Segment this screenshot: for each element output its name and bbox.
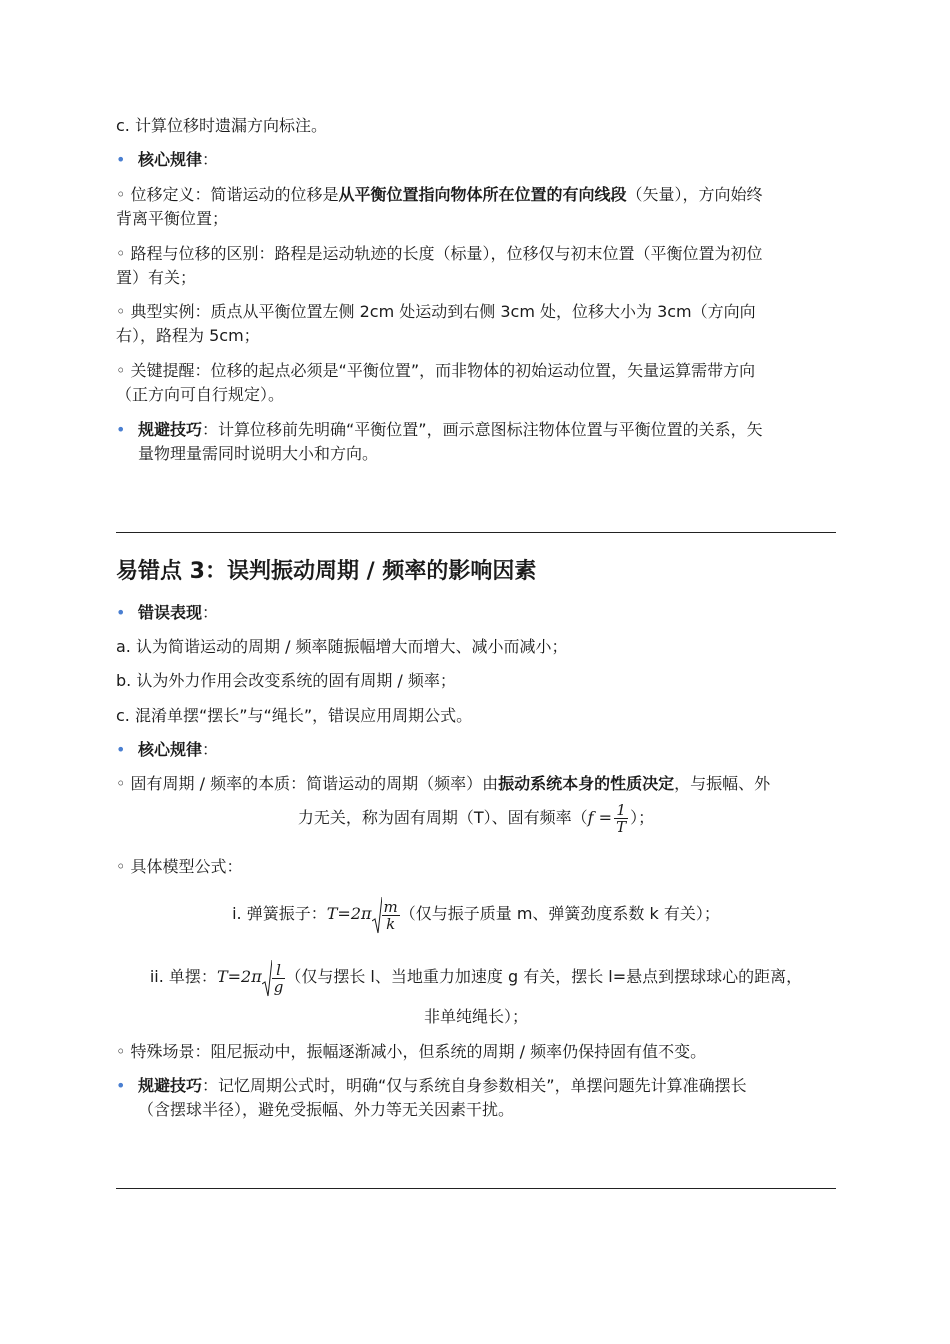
avoid-tip-cont: （含摆球半径），避免受振幅、外力等无关因素干扰。 [138,1100,515,1119]
rule-special-case: ◦ 特殊场景：阻尼振动中，振幅逐渐减小，但系统的周期 / 频率仍保持固有值不变。 [116,1042,707,1061]
core-rule-heading: • 核心规律： [116,148,858,172]
error-item-c: c. 混淆单摆“摆长”与“绳长”，错误应用周期公式。 [116,706,473,725]
rule-path-vs-displacement-cont: 置）有关； [116,268,197,287]
rule-example: ◦ 典型实例：质点从平衡位置左侧 2cm 处运动到右侧 3cm 处，位移大小为 3cm（方向向 [116,302,756,321]
error-item-c: c. 计算位移时遗漏方向标注。 [116,116,327,135]
rule-example-cont: 右），路程为 5cm； [116,326,260,345]
core-rule-heading: • 核心规律： [116,738,858,762]
pendulum-formula-cont: 非单纯绳长）； [423,1007,528,1026]
error-label: 错误表现 [138,603,203,622]
bullet-icon: • [116,740,126,759]
rule-natural-period-cont: 力无关，称为固有周期（T）、固有频率（f = $\frac{1}{T}$ ）； [297,801,655,836]
rule-key-reminder-cont: （正方向可自行规定）。 [116,385,285,404]
fraction: $\frac{1}{T}$ [616,801,627,836]
error-item-b: b. 认为外力作用会改变系统的固有周期 / 频率； [116,671,456,690]
bullet-icon: • [116,150,126,169]
sqrt-icon: $\frac{l}{g}$ [262,956,286,1000]
core-rule-label: 核心规律 [138,150,203,169]
rule-displacement-definition: ◦ 位移定义：简谐运动的位移是从平衡位置指向物体所在位置的有向线段（矢量），方向始终 [116,185,763,204]
bullet-icon: • [116,1076,126,1095]
error-heading: • 错误表现： [116,601,858,625]
avoid-tip: • 规避技巧：计算位移前先明确“平衡位置”，画示意图标注物体位置与平衡位置的关系，矢 [116,418,858,442]
avoid-tip-label: 规避技巧 [138,420,203,439]
spring-oscillator-formula: i. 弹簧振子：T=2π $\frac{m}{k}$ （仅与振子质量 m、弹簧劲度系数 k 有关）； [116,892,836,937]
rule-key-reminder: ◦ 关键提醒：位移的起点必须是“平衡位置”，而非物体的初始运动位置，矢量运算需带方向 [116,361,756,380]
avoid-tip-label: 规避技巧 [138,1076,203,1095]
frequency-formula: f = [587,808,613,827]
section-title: 易错点 3：误判振动周期 / 频率的影响因素 [116,559,537,584]
rule-model-formulas: ◦ 具体模型公式： [116,857,243,876]
avoid-tip: • 规避技巧：记忆周期公式时，明确“仅与系统自身参数相关”，单摆问题先计算准确摆长 [116,1074,858,1098]
avoid-tip-cont: 量物理量需同时说明大小和方向。 [138,444,379,463]
bullet-icon: • [116,603,126,622]
error-item-a: a. 认为简谐运动的周期 / 频率随振幅增大而增大、减小而减小； [116,637,568,656]
core-rule-label: 核心规律 [138,740,203,759]
bullet-icon: • [116,420,126,439]
rule-natural-period: ◦ 固有周期 / 频率的本质：简谐运动的周期（频率）由振动系统本身的性质决定，与振幅、外 [116,774,771,793]
section-divider [116,1188,836,1189]
rule-displacement-definition-cont: 背离平衡位置； [116,209,229,228]
section-divider [116,532,836,533]
sqrt-icon: $\frac{m}{k}$ [372,893,400,937]
rule-path-vs-displacement: ◦ 路程与位移的区别：路程是运动轨迹的长度（标量），位移仅与初末位置（平衡位置为初位 [116,244,763,263]
pendulum-formula: ii. 单摆：T=2π $\frac{l}{g}$ （仅与摆长 l、当地重力加速度 g 有关，摆长 l=悬点到摆球球心的距离， [116,955,836,1000]
